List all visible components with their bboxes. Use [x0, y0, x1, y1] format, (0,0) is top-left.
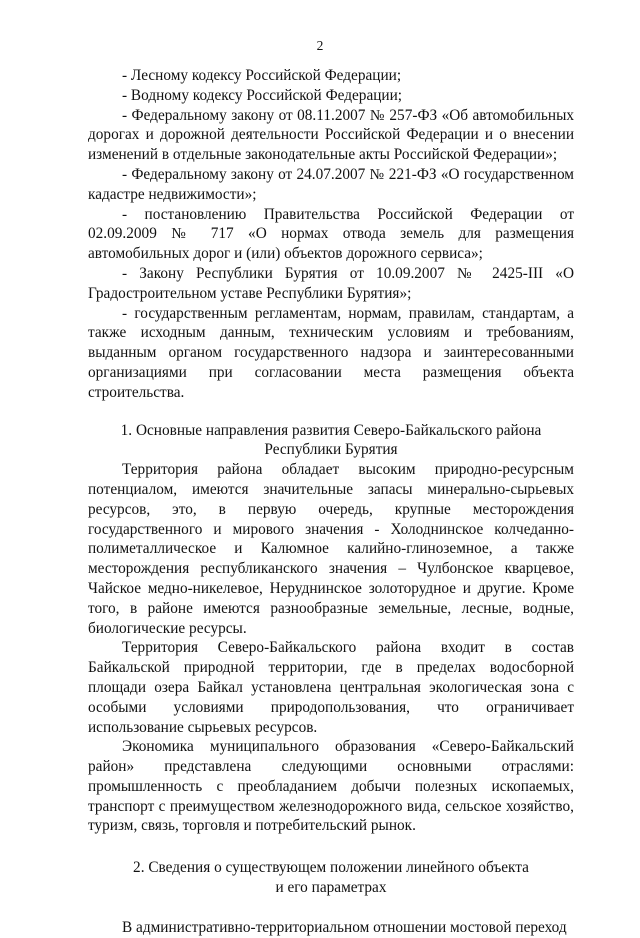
section-heading-continuation: и его параметрах — [275, 879, 387, 897]
list-item: - Водному кодексу Российской Федерации; — [122, 86, 403, 104]
section-heading: 1. Основные направления развития Северо-Байкальского района — [120, 421, 542, 439]
page-number: 2 — [316, 38, 324, 53]
paragraph: Территория Северо-Байкальского района входит в состав Байкальской природной территории, где в пределах водосборной площади озера Байкал установлена центральная экологическая зона с особыми условиями природопользования, что ограничивает использование сырьевых ресурсов. — [88, 639, 574, 736]
list-item: - Федеральному закону от 08.11.2007 № 257-ФЗ «Об автомобильных дорогах и дорожной деятельности Российской Федерации и о внесении изменений в отдельные законодательные акты Российской Федерации»; — [88, 106, 574, 164]
list-item: - Закону Республики Бурятия от 10.09.2007 № 2425-III «О Градостроительном уставе Республики Бурятия»; — [88, 264, 574, 302]
compliance-list — [88, 66, 574, 403]
list-item: - постановлению Правительства Российской Федерации от 02.09.2009 № 717 «О нормах отвода земель для размещения автомобильных дорог и (или) объектов дорожного сервиса»; — [88, 205, 574, 263]
list-item: - Федеральному закону от 24.07.2007 № 221-ФЗ «О государственном кадастре недвижимости»; — [88, 165, 574, 203]
list-item: - государственным регламентам, нормам, правилам, стандартам, а также исходным данным, техническим условиям и требованиям, выданным органом государственного надзора и заинтересованными организациями при согласовании места размещения объекта строительства. — [88, 304, 574, 401]
paragraph: Экономика муниципального образования «Северо-Байкальский район» представлена следующими основными отраслями: промышленность с преобладанием добычи полезных ископаемых, транспорт с преимуществом железнодорожного вида, сельское хозяйство, туризм, связь, торговля и потребительский рынок. — [88, 738, 574, 835]
document-body — [88, 66, 574, 938]
paragraph: В административно-территориальном отношении мостовой переход — [122, 918, 567, 936]
section-2 — [88, 858, 574, 937]
section-heading: 2. Сведения о существующем положении линейного объекта — [133, 859, 529, 877]
section-1 — [88, 421, 574, 837]
section-heading-continuation: Республики Бурятия — [264, 441, 398, 459]
list-item: - Лесному кодексу Российской Федерации; — [122, 67, 402, 84]
paragraph: Территория района обладает высоким природно-ресурсным потенциалом, имеются значительные запасы минерально-сырьевых ресурсов, это, в первую очередь, крупные месторождения государственного и мирового значения - Холоднинское колчеданно-полиметаллическое и Калюмное калийно-глиноземное, а также месторождения республиканского значения – Чулбонское кварцевое, Чайское медно-никелевое, Неруднинское золоторудное и другие. Кроме того, в районе имеются разнообразные земельные, лесные, водные, биологические ресурсы. — [88, 461, 574, 637]
